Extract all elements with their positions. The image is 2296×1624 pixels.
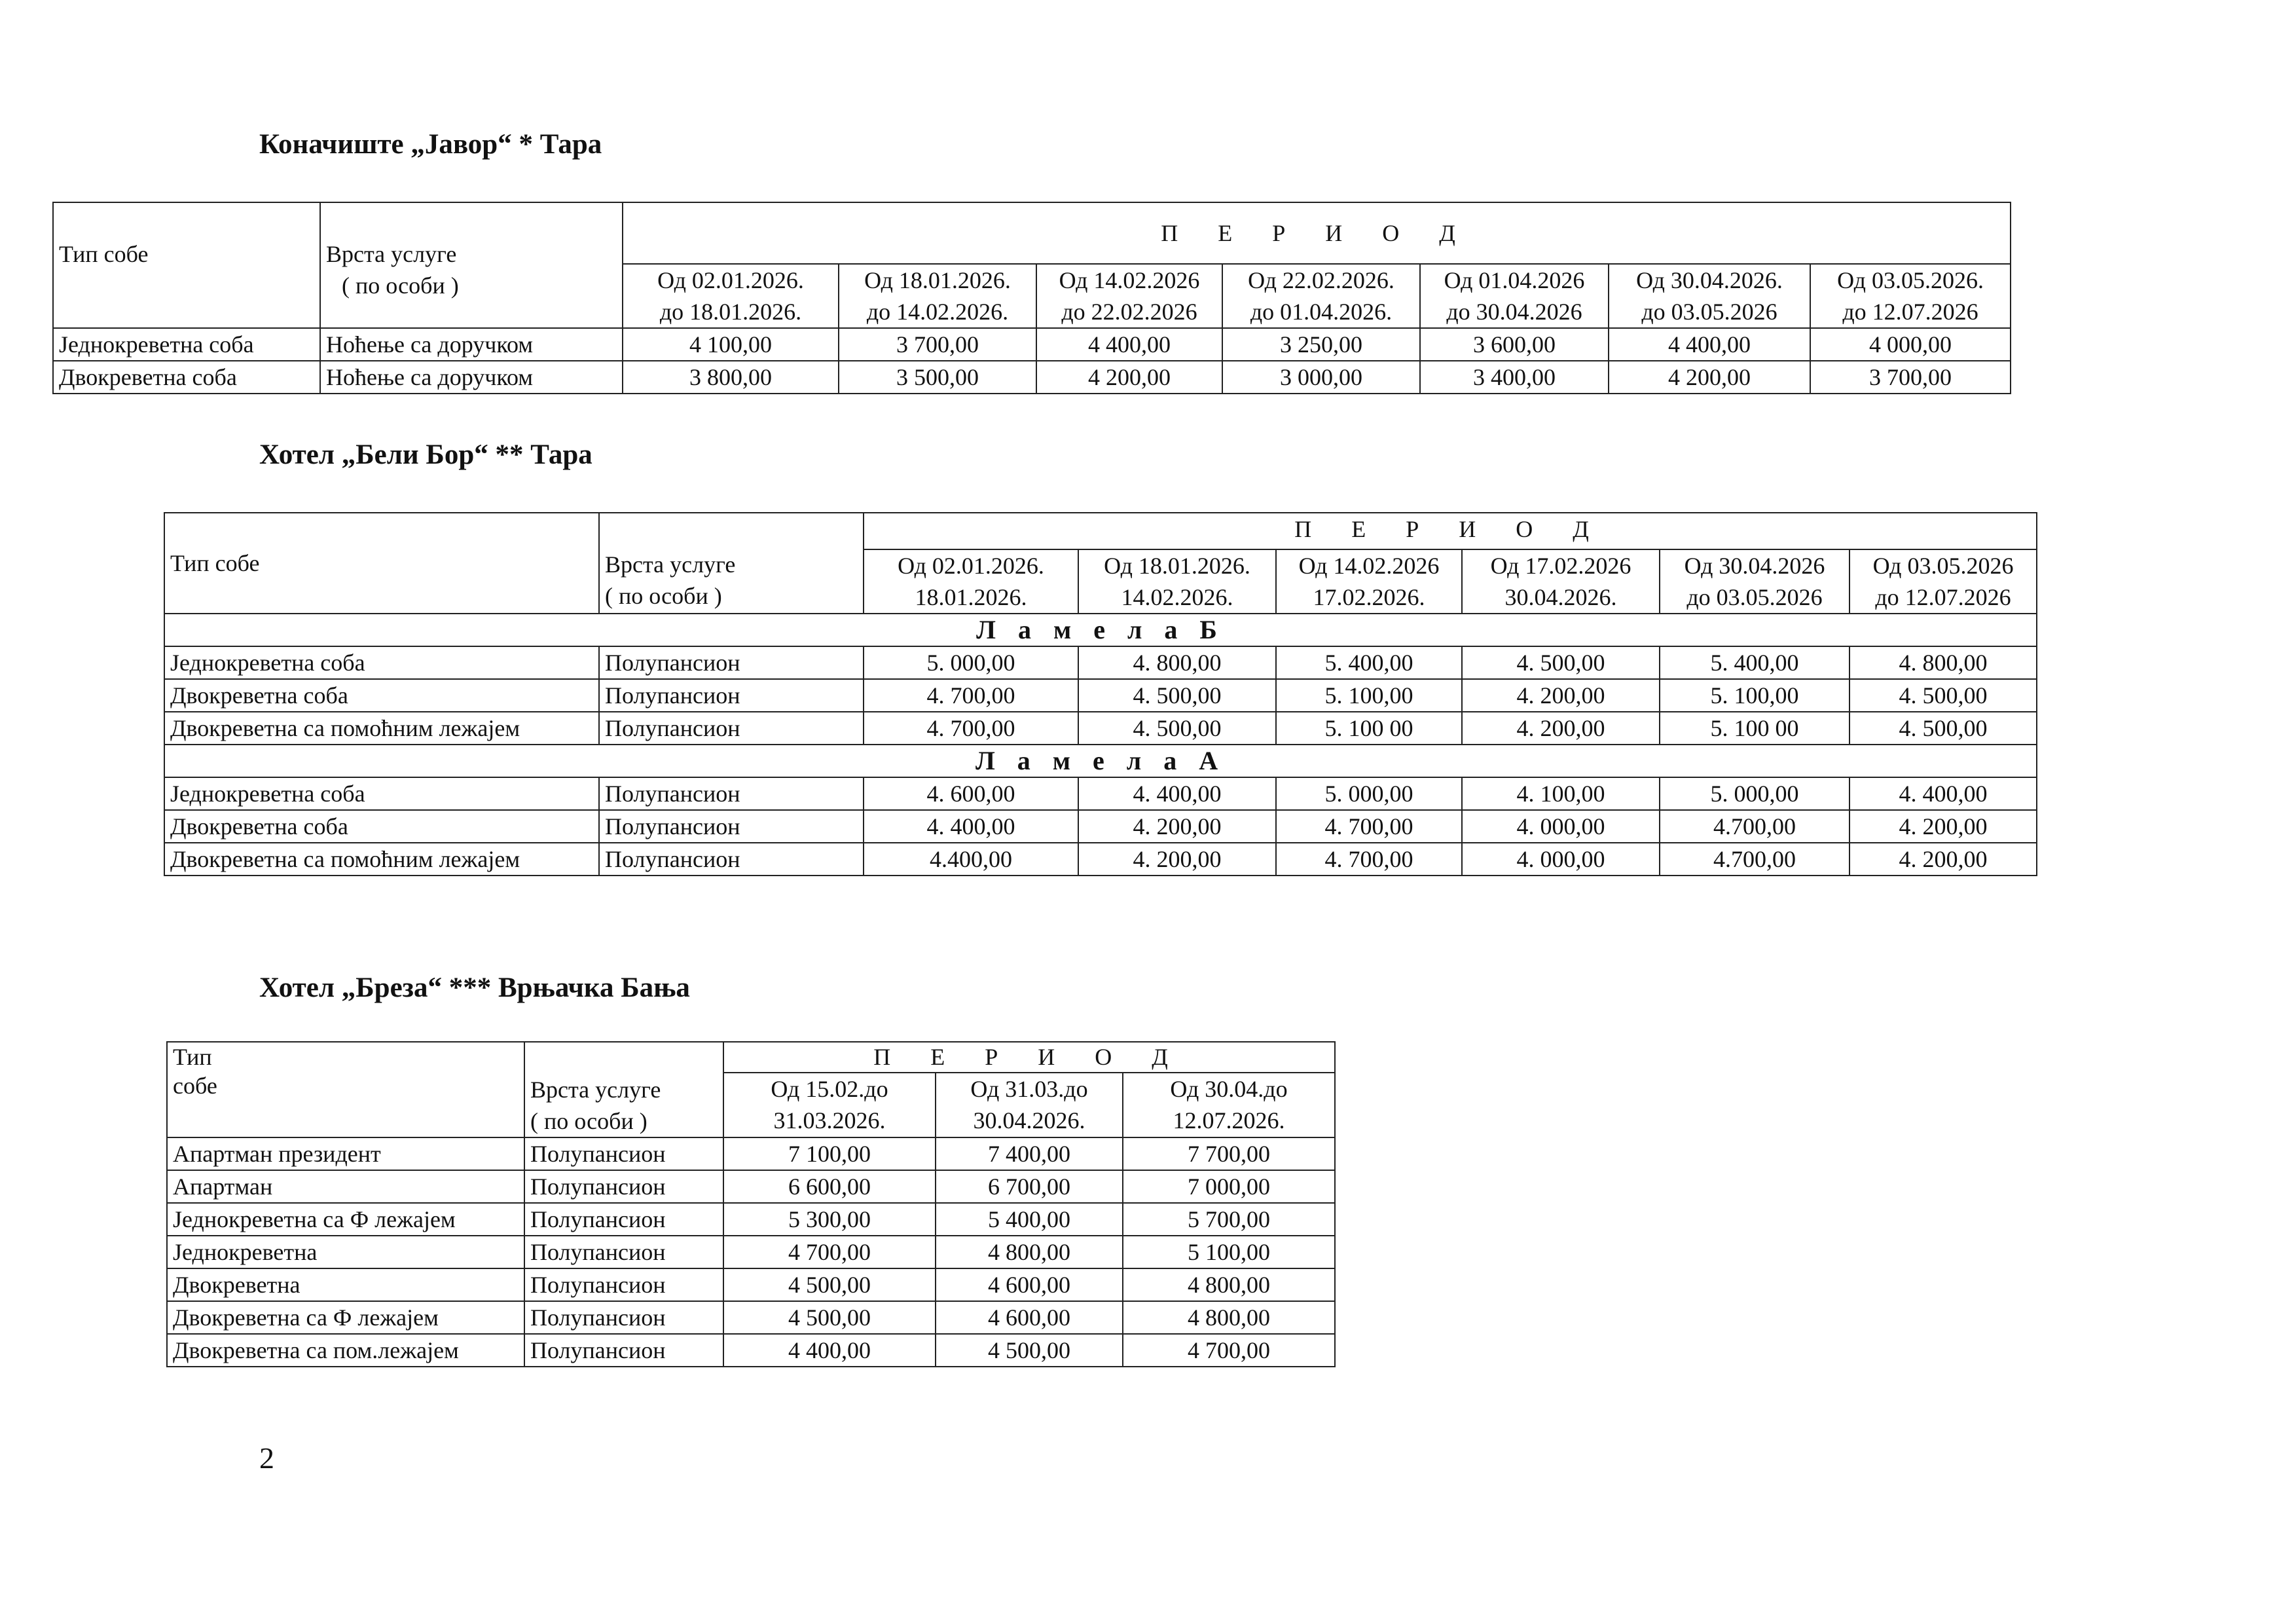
table-row (167, 1137, 1335, 1170)
col-header-type: Тип собе (164, 513, 599, 614)
room-type: Апартман (167, 1170, 524, 1203)
period-to: 30.04.2026. (973, 1107, 1085, 1134)
price-cell: 3 400,00 (1420, 361, 1609, 394)
lamela-b-label: Л а м е л а Б (164, 614, 2037, 646)
price-cell: 4 500,00 (936, 1334, 1123, 1367)
room-type: Двокреветна са помоћним лежајем (164, 843, 599, 876)
period-to: до 22.02.2026 (1061, 299, 1197, 325)
price-cell: 4. 500,00 (1078, 679, 1276, 712)
price-cell: 4. 500,00 (1850, 712, 2037, 745)
price-cell: 4. 200,00 (1462, 679, 1660, 712)
lamela-a-label: Л а м е л а А (164, 745, 2037, 777)
service-type: Полупансион (599, 679, 864, 712)
room-type: Двокреветна соба (164, 810, 599, 843)
period-to: 18.01.2026. (915, 584, 1027, 610)
col-header-type (167, 1042, 524, 1137)
period-to: 30.04.2026. (1504, 584, 1617, 610)
period-from: Од 31.03.до (970, 1075, 1088, 1102)
price-cell: 5 700,00 (1123, 1203, 1335, 1236)
price-cell: 4. 800,00 (1850, 646, 2037, 679)
price-cell: 4. 700,00 (864, 712, 1078, 745)
period-to: до 14.02.2026. (866, 299, 1009, 325)
lamela-row (164, 745, 2037, 777)
price-cell: 3 800,00 (623, 361, 839, 394)
section-title-breza: Хотел „Бреза“ *** Врњачка Бања (259, 972, 690, 1003)
price-cell: 4. 100,00 (1462, 777, 1660, 810)
period-cell (623, 264, 839, 328)
price-cell: 3 250,00 (1222, 328, 1420, 361)
price-cell: 5. 000,00 (1276, 777, 1462, 810)
period-to: 17.02.2026. (1313, 584, 1425, 610)
table-row (167, 1301, 1335, 1334)
price-cell: 7 700,00 (1123, 1137, 1335, 1170)
price-cell: 4. 700,00 (1276, 843, 1462, 876)
service-type: Полупансион (524, 1334, 723, 1367)
price-cell: 7 000,00 (1123, 1170, 1335, 1203)
period-cell (1810, 264, 2011, 328)
room-type: Двокреветна са пом.лежајем (167, 1334, 524, 1367)
room-type: Једнокреветна (167, 1236, 524, 1268)
col-header-service (599, 513, 864, 614)
price-cell: 4. 500,00 (1078, 712, 1276, 745)
period-cell (936, 1073, 1123, 1137)
table-row (167, 1170, 1335, 1203)
period-from: Од 02.01.2026. (898, 553, 1044, 579)
col-header-service-line1: Врста услуге (530, 1077, 661, 1103)
period-header: П Е Р И О Д (864, 513, 2037, 549)
price-cell: 4. 200,00 (1850, 843, 2037, 876)
col-header-type-line1: Тип (173, 1044, 212, 1070)
service-type: Полупансион (524, 1268, 723, 1301)
price-cell: 5. 400,00 (1276, 646, 1462, 679)
table-row (164, 810, 2037, 843)
room-type: Апартман президент (167, 1137, 524, 1170)
price-cell: 4. 400,00 (1078, 777, 1276, 810)
table-row (164, 843, 2037, 876)
period-cell (1609, 264, 1810, 328)
price-cell: 4 500,00 (723, 1301, 936, 1334)
price-cell: 4 400,00 (723, 1334, 936, 1367)
period-to: до 12.07.2026 (1875, 584, 2011, 610)
period-to: 14.02.2026. (1121, 584, 1233, 610)
col-header-service-line1: Врста услуге (326, 241, 457, 267)
period-cell (1222, 264, 1420, 328)
period-to: 31.03.2026. (773, 1107, 886, 1134)
price-cell: 5. 100,00 (1276, 679, 1462, 712)
room-type: Двокреветна (167, 1268, 524, 1301)
room-type: Једнокреветна соба (164, 777, 599, 810)
table-row (164, 777, 2037, 810)
period-from: Од 02.01.2026. (657, 267, 804, 293)
period-to: до 18.01.2026. (659, 299, 802, 325)
room-type: Једнокреветна соба (164, 646, 599, 679)
price-cell: 3 000,00 (1222, 361, 1420, 394)
price-cell: 4. 000,00 (1462, 810, 1660, 843)
price-table-beli-bor (164, 512, 2037, 876)
price-cell: 4 800,00 (1123, 1268, 1335, 1301)
period-cell (1276, 549, 1462, 614)
service-type: Полупансион (524, 1301, 723, 1334)
price-cell: 4. 500,00 (1462, 646, 1660, 679)
price-cell: 4 100,00 (623, 328, 839, 361)
service-type: Полупансион (599, 646, 864, 679)
service-type: Полупансион (599, 777, 864, 810)
period-from: Од 30.04.2026. (1636, 267, 1783, 293)
service-type: Полупансион (599, 843, 864, 876)
table-row (167, 1334, 1335, 1367)
period-header: П Е Р И О Д (723, 1042, 1335, 1073)
period-to: до 30.04.2026 (1446, 299, 1582, 325)
price-cell: 4 400,00 (1609, 328, 1810, 361)
period-from: Од 30.04.2026 (1684, 553, 1825, 579)
period-cell (723, 1073, 936, 1137)
price-cell: 6 600,00 (723, 1170, 936, 1203)
price-cell: 4. 500,00 (1850, 679, 2037, 712)
price-cell: 4.700,00 (1660, 810, 1850, 843)
price-cell: 5 300,00 (723, 1203, 936, 1236)
service-type: Полупансион (524, 1236, 723, 1268)
period-cell (1036, 264, 1222, 328)
price-cell: 3 700,00 (1810, 361, 2011, 394)
period-from: Од 15.02.до (771, 1075, 888, 1102)
price-table-javor (52, 202, 2011, 394)
table-row (167, 1236, 1335, 1268)
col-header-service-line2: ( по особи ) (605, 583, 722, 609)
period-cell (1078, 549, 1276, 614)
price-cell: 5 400,00 (936, 1203, 1123, 1236)
price-cell: 4 200,00 (1609, 361, 1810, 394)
table-header-row (53, 202, 2011, 264)
price-cell: 4 700,00 (723, 1236, 936, 1268)
price-cell: 4. 800,00 (1078, 646, 1276, 679)
price-cell: 3 500,00 (839, 361, 1036, 394)
period-from: Од 18.01.2026. (1104, 553, 1250, 579)
price-cell: 5. 000,00 (864, 646, 1078, 679)
price-cell: 4 400,00 (1036, 328, 1222, 361)
period-from: Од 17.02.2026 (1490, 553, 1631, 579)
period-cell (1123, 1073, 1335, 1137)
service-type: Полупансион (599, 712, 864, 745)
price-cell: 4. 000,00 (1462, 843, 1660, 876)
price-cell: 7 400,00 (936, 1137, 1123, 1170)
period-to: 12.07.2026. (1173, 1107, 1285, 1134)
period-cell (839, 264, 1036, 328)
period-to: до 12.07.2026 (1842, 299, 1978, 325)
period-from: Од 22.02.2026. (1248, 267, 1394, 293)
price-cell: 5. 100 00 (1276, 712, 1462, 745)
room-type: Двокреветна соба (53, 361, 320, 394)
price-cell: 4.700,00 (1660, 843, 1850, 876)
service-type: Полупансион (524, 1203, 723, 1236)
room-type: Двокреветна са помоћним лежајем (164, 712, 599, 745)
service-type: Полупансион (524, 1137, 723, 1170)
price-cell: 4 800,00 (1123, 1301, 1335, 1334)
room-type: Једнокреветна са Ф лежајем (167, 1203, 524, 1236)
price-cell: 4. 400,00 (1850, 777, 2037, 810)
period-cell (864, 549, 1078, 614)
price-cell: 4. 200,00 (1078, 843, 1276, 876)
price-cell: 5 100,00 (1123, 1236, 1335, 1268)
table-row (164, 712, 2037, 745)
price-cell: 4.400,00 (864, 843, 1078, 876)
period-to: до 03.05.2026 (1641, 299, 1777, 325)
service-type: Полупансион (599, 810, 864, 843)
period-from: Од 14.02.2026 (1298, 553, 1440, 579)
period-to: до 01.04.2026. (1250, 299, 1393, 325)
page-number: 2 (259, 1441, 274, 1475)
table-header-row (167, 1042, 1335, 1073)
col-header-service-line2: ( по особи ) (530, 1108, 647, 1134)
service-type: Ноћење са доручком (320, 361, 623, 394)
period-from: Од 03.05.2026. (1837, 267, 1984, 293)
price-cell: 4. 600,00 (864, 777, 1078, 810)
price-cell: 4 800,00 (936, 1236, 1123, 1268)
room-type: Двокреветна соба (164, 679, 599, 712)
price-table-breza (166, 1041, 1336, 1367)
price-cell: 7 100,00 (723, 1137, 936, 1170)
service-type: Полупансион (524, 1170, 723, 1203)
period-from: Од 01.04.2026 (1444, 267, 1585, 293)
table-row (164, 679, 2037, 712)
table-row (53, 328, 2011, 361)
col-header-type-line2: собе (173, 1073, 217, 1099)
lamela-row (164, 614, 2037, 646)
period-header: П Е Р И О Д (623, 202, 2011, 264)
service-type: Ноћење са доручком (320, 328, 623, 361)
period-from: Од 14.02.2026 (1059, 267, 1200, 293)
period-from: Од 18.01.2026. (864, 267, 1011, 293)
table-row (53, 361, 2011, 394)
col-header-service-line1: Врста услуге (605, 551, 736, 578)
price-cell: 5. 400,00 (1660, 646, 1850, 679)
price-cell: 4 600,00 (936, 1268, 1123, 1301)
col-header-service-line2: ( по особи ) (342, 272, 459, 299)
period-cell (1660, 549, 1850, 614)
price-cell: 4 700,00 (1123, 1334, 1335, 1367)
table-row (164, 646, 2037, 679)
section-title-javor: Коначиште „Јавор“ * Тара (259, 129, 602, 160)
period-cell (1420, 264, 1609, 328)
period-cell (1850, 549, 2037, 614)
price-cell: 6 700,00 (936, 1170, 1123, 1203)
period-cell (1462, 549, 1660, 614)
price-cell: 4. 400,00 (864, 810, 1078, 843)
price-cell: 4 200,00 (1036, 361, 1222, 394)
price-cell: 4 500,00 (723, 1268, 936, 1301)
price-cell: 4. 200,00 (1850, 810, 2037, 843)
price-cell: 5. 100,00 (1660, 679, 1850, 712)
table-row (167, 1268, 1335, 1301)
price-cell: 3 600,00 (1420, 328, 1609, 361)
section-title-beli-bor: Хотел „Бели Бор“ ** Тара (259, 439, 592, 470)
room-type: Двокреветна са Ф лежајем (167, 1301, 524, 1334)
table-row (167, 1203, 1335, 1236)
period-from: Од 03.05.2026 (1872, 553, 2014, 579)
period-to: до 03.05.2026 (1686, 584, 1823, 610)
price-cell: 4 000,00 (1810, 328, 2011, 361)
price-cell: 3 700,00 (839, 328, 1036, 361)
price-cell: 5. 000,00 (1660, 777, 1850, 810)
col-header-type: Тип собе (53, 202, 320, 328)
price-cell: 4. 700,00 (864, 679, 1078, 712)
col-header-service (524, 1042, 723, 1137)
price-cell: 5. 100 00 (1660, 712, 1850, 745)
col-header-service (320, 202, 623, 328)
price-cell: 4. 200,00 (1078, 810, 1276, 843)
price-cell: 4. 200,00 (1462, 712, 1660, 745)
price-cell: 4. 700,00 (1276, 810, 1462, 843)
room-type: Једнокреветна соба (53, 328, 320, 361)
price-cell: 4 600,00 (936, 1301, 1123, 1334)
table-header-row (164, 513, 2037, 549)
period-from: Од 30.04.до (1170, 1075, 1288, 1102)
